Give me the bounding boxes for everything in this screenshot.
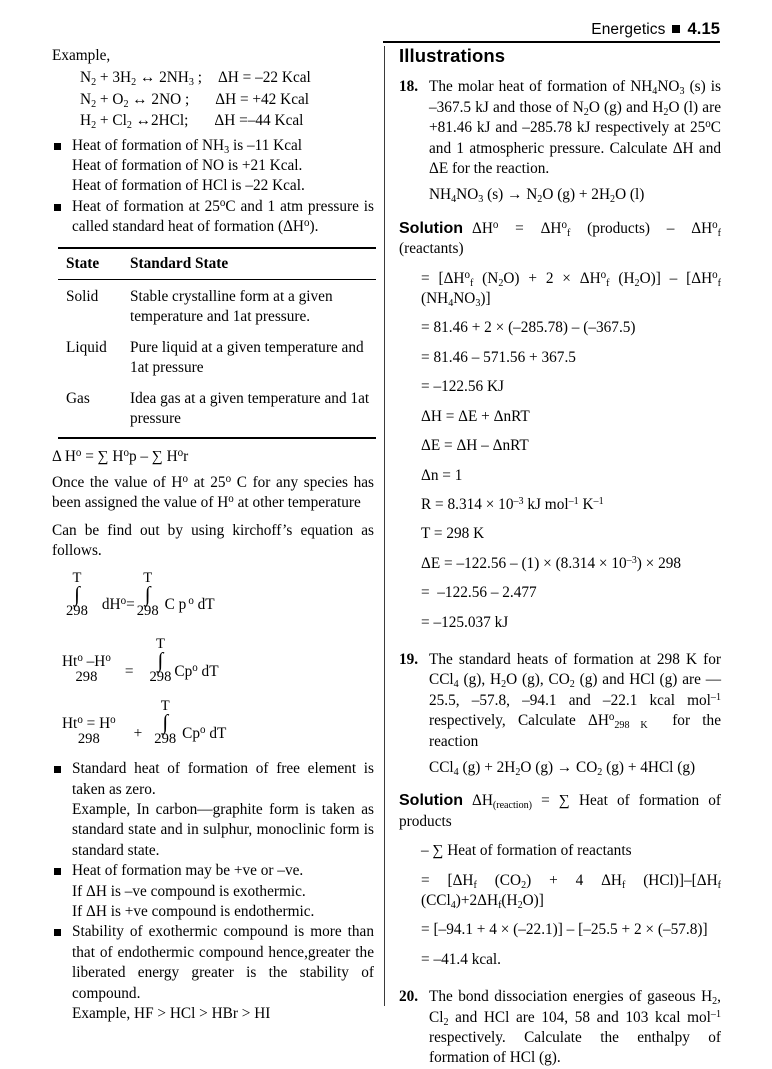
integral-lower-limit: 298	[66, 602, 88, 619]
solution-line: = –122.56 – 2.477	[421, 584, 537, 602]
list-item-detail: If ΔH is –ve compound is exothermic.	[72, 882, 306, 900]
header-rule	[383, 41, 720, 43]
integral-sign-icon: ∫	[162, 710, 169, 735]
table-header-row	[58, 248, 376, 280]
solution-block	[399, 219, 721, 260]
integrand: C p $^o$ dT	[164, 595, 215, 614]
table-cell-state: Gas	[58, 382, 130, 438]
list-item-detail: If ΔH is +ve compound is endothermic.	[72, 902, 315, 920]
integrand: $dH^o=$	[101, 595, 135, 614]
problem-number: 19.	[399, 650, 419, 668]
problem-reaction: CCl$_4$ $(g) + 2H_2O$ $(g) \to CO_2$ (g) + 4HCl (g)	[429, 758, 696, 778]
table-cell-description: Stable crystalline form at a given temperature and 1at pressure.	[130, 280, 376, 331]
solution-label: Solution	[399, 792, 463, 810]
integral-upper-limit: T	[160, 697, 170, 714]
reaction-enthalpy: ΔH =–44 Kcal	[214, 112, 304, 130]
plus-sign: +	[133, 724, 143, 742]
reaction-equation	[52, 68, 374, 88]
integral-upper-limit: T	[143, 569, 153, 586]
integral-with-limits	[154, 699, 176, 747]
solution-line: – ∑ Heat of formation of reactants	[421, 842, 632, 860]
solution-line: = –125.037 kJ	[421, 613, 509, 631]
integral-with-limits	[137, 571, 159, 619]
integral-upper-limit: T	[155, 635, 165, 652]
example-label: Example,	[52, 47, 111, 64]
table-cell-description: Idea gas at a given temperature and 1at pressure	[130, 382, 376, 438]
solution-line: T = 298 K	[421, 525, 485, 543]
solution-line: ΔE = ΔH – ΔnRT	[421, 437, 529, 455]
left-expression: $Ht^o = H^o$	[62, 714, 116, 733]
problem-number: 20.	[399, 988, 419, 1006]
paragraph-kirchoff: Can be find out by using kirchoff’s equation as follows.	[52, 521, 374, 560]
subscript-limit: 298	[77, 730, 100, 747]
solution-block	[399, 791, 721, 832]
subscript-limit: 298	[75, 668, 98, 685]
integral-lower-limit: 298	[154, 730, 177, 747]
reaction-formula: $N_2 + 3H_2$ ↔ $2NH_3$ ;	[80, 69, 202, 89]
solution-line: = [$\Delta H_f$ $(CO_2) + 4$ $\Delta H_f$ $(HCl)]-[\Delta H_f$ $(CCl_4)+2\Delta H_f(H_2O)$]	[421, 871, 721, 911]
list-item: Standard heat of formation of free element is taken as zero.	[52, 759, 374, 800]
reaction-formula: $N_2 + O_2$ ↔ 2NO ;	[80, 90, 190, 110]
table-cell-description: Pure liquid at a given temperature and 1at pressure	[130, 338, 364, 377]
table-row	[58, 331, 376, 382]
table-row	[58, 280, 376, 331]
page-folio: 4.15	[687, 20, 720, 38]
section-title: Illustrations	[399, 45, 506, 66]
table-header-state: State	[58, 248, 130, 280]
problem-statement: 19. The standard heats of formation at 298 K for CCl$_4$ (g), $H_2O$ (g), $CO_2$ (g) and HCl (g) are — 25.5, –57.8, –94.1 and –22.1 kcal mol$^{-1}$ respectively, Calculate $\Delta H^o_{298 K}$ for the reaction	[399, 650, 721, 750]
solution-line: = 81.46 + 2 × (–285.78) – (–367.5)	[421, 319, 636, 337]
list-item: Heat of formation of HCl is –22 Kcal.	[72, 177, 305, 195]
running-head	[52, 20, 720, 39]
reaction-equation	[52, 90, 374, 110]
problem-statement: 20. The bond dissociation energies of gaseous $H_2$, $Cl_2$ and HCl are 104, 58 and 103 kcal mol$^{-1}$ respectively. Calculate the enthalpy of formation of HCl (g).	[399, 988, 721, 1067]
integral-sign-icon: ∫	[157, 647, 164, 672]
list-item: Heat of formation at 25$^o$C and 1 atm pressure is called standard heat of formation $(\Delta H^o)$.	[52, 197, 374, 238]
integrand: Cp$^o$ dT	[182, 723, 227, 742]
solution-label: Solution	[399, 219, 463, 237]
solution-first-line: $\Delta H_{(reaction)}$ = ∑ Heat of formation of products	[399, 792, 721, 830]
chapter-title: Energetics	[591, 21, 666, 38]
right-column	[399, 46, 721, 1069]
integral-equation-1	[52, 571, 374, 619]
solution-line: = [–94.1 + 4 × (–22.1)] – [–25.5 + 2 × (–57.8)]	[421, 921, 708, 939]
integral-with-limits	[149, 637, 171, 685]
reaction-formula: $H_2 + Cl_2$ ↔2HCl;	[80, 112, 189, 132]
solution-line: Δn = 1	[421, 466, 463, 484]
standard-state-table	[58, 247, 376, 439]
integral-with-limits	[66, 571, 88, 619]
integral-upper-limit: T	[72, 569, 82, 586]
integral-lower-limit: 298	[149, 668, 172, 685]
table-row	[58, 382, 376, 438]
list-item: Stability of exothermic compound is more than that of endothermic compound hence,greater the liberated energy greater is the stability of compound.	[52, 922, 374, 1004]
integral-sign-icon: ∫	[74, 581, 80, 606]
square-bullet-icon	[672, 25, 680, 33]
table-cell-state: Liquid	[66, 338, 107, 356]
left-column	[52, 46, 374, 1024]
reaction-enthalpy: ΔH = +42 Kcal	[215, 90, 310, 108]
problem-number: 18.	[399, 78, 419, 96]
table-cell-state: Solid	[58, 280, 130, 331]
reaction-equation	[52, 111, 374, 131]
equals-sign: =	[124, 662, 134, 680]
reaction-enthalpy: ΔH = –22 Kcal	[217, 69, 311, 87]
integral-sign-icon: ∫	[144, 581, 151, 606]
solution-first-line: $\Delta H^o = \Delta H^o_f$ (products) – $\Delta H^o_f$ (reactants)	[399, 218, 721, 258]
solution-line: = 81.46 – 571.56 + 367.5	[421, 348, 576, 366]
left-expression: Ht$^o$ $-H^o$	[62, 651, 111, 670]
integral-equation-3	[52, 699, 374, 747]
list-item-detail: Example, HF > HCl > HBr > HI	[72, 1004, 271, 1022]
list-item: Heat of formation may be +ve or –ve.	[52, 861, 374, 881]
expression-with-subscript	[62, 701, 116, 747]
solution-line: ΔH = ΔE + ΔnRT	[421, 407, 530, 425]
integrand: Cp$^o$ dT	[174, 661, 219, 680]
solution-line: = [$\Delta H^o_f$ $(N_2O) + 2 \times \Delta H^o_f$ $(H_2O)] - [\Delta H^o_f$ $(NH_4NO_3)$]	[421, 268, 721, 309]
list-item: Heat of formation of NO is +21 Kcal.	[72, 157, 303, 175]
integral-equation-2	[52, 637, 374, 685]
problem-reaction: $NH_4NO_3$ $(s) \to N_2O$ $(g) + 2H_2O$ (l)	[429, 186, 645, 206]
column-divider	[384, 46, 385, 1006]
solution-line: $R = 8.314 \times 10^{-3}$ kJ mol$^{-1}$ $K^{-1}$	[421, 495, 604, 513]
integral-lower-limit: 298	[136, 602, 159, 619]
solution-line: = –41.4 kcal.	[421, 950, 501, 968]
list-item: Heat of formation of $NH_3$ is –11 Kcal	[52, 136, 374, 156]
solution-line: = –122.56 KJ	[421, 378, 504, 396]
solution-line: $\Delta E = -122.56 - (1) \times (8.314 \times 10^{-3}) \times 298$	[421, 554, 682, 572]
table-header-standard-state: Standard State	[130, 248, 376, 280]
list-item-detail: Example, In carbon—graphite form is taken as standard state and in sulphur, monoclinic form is standard state.	[72, 800, 374, 859]
expression-with-subscript	[62, 639, 111, 685]
sum-equation: Δ $H^o$ = ∑ $H^op$ – ∑ $H^or$	[52, 446, 189, 465]
paragraph-once: Once the value of $H^o$ at 25$^o$ C for any species has been assigned the value of $H^o$ at other temperature	[52, 472, 374, 512]
problem-statement: 18. The molar heat of formation of $NH_4NO_3$ (s) is –367.5 kJ and those of $N_2O$ (g) and $H_2O$ (l) are +81.46 kJ and –285.78 kJ respectively at 25$^o$C and 1 atmospheric pressure. Calculate ΔH and ΔE for the reaction.	[399, 78, 721, 178]
